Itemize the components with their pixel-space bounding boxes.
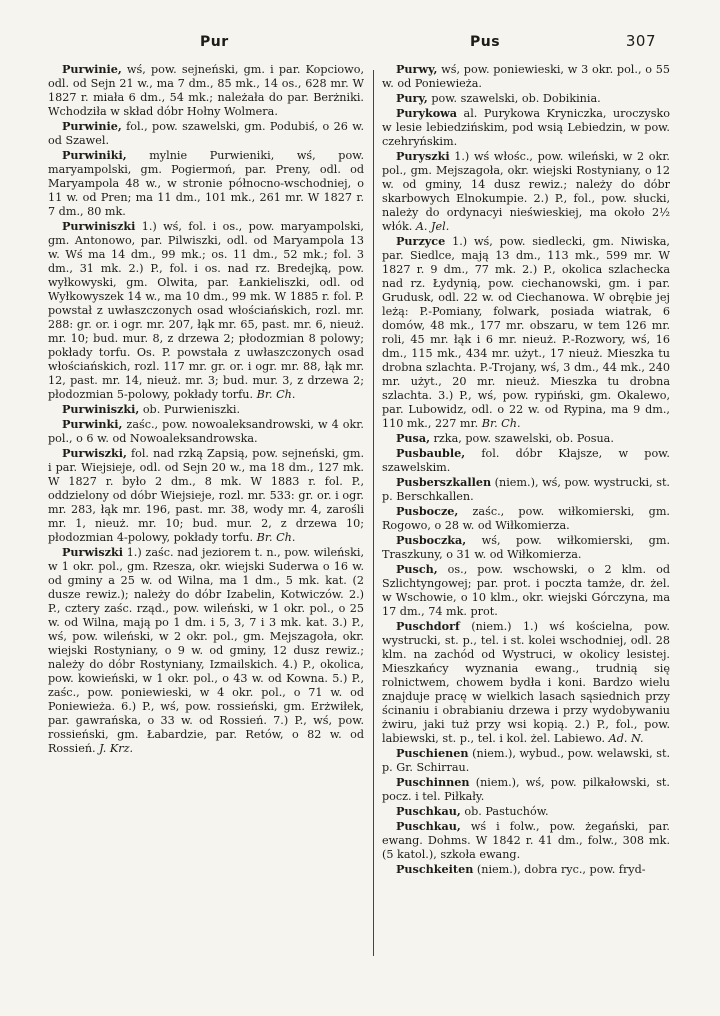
entry-author-signature: Br. Ch. xyxy=(253,388,296,401)
entry-headword: Purwiszki, xyxy=(62,446,127,460)
dictionary-entry xyxy=(382,533,670,562)
entry-headword: Pusbocze, xyxy=(396,504,459,518)
entry-body: al. Purykowa Kryniczka, uroczysko w lesie lebiedzińskim, pod wsią Lebiedzin, w pow. czehryńskim. xyxy=(382,107,670,148)
entry-headword: Puschkau, xyxy=(396,804,461,818)
right-column xyxy=(382,62,670,998)
entry-body: (niem.), wybud., pow. welawski, st. p. Gr. Schirrau. xyxy=(382,747,670,774)
entry-body: wś, pow. sejneński, gm. i par. Kopciowo, odl. od Sejn 21 w., ma 7 dm., 85 mk., 14 os., 628 mr. W 1827 r. miała 6 dm., 54 mk.; należała do par. Berżniki. Wchodziła w skład dóbr Hołny Wolmera. xyxy=(48,63,364,118)
entry-headword: Puschkau, xyxy=(396,819,461,833)
entry-author-signature: J. Krz. xyxy=(95,742,134,755)
entry-body: wś, pow. wiłkomierski, gm. Traszkuny, o 31 w. od Wiłkomierza. xyxy=(382,534,670,561)
entry-headword: Purykowa xyxy=(396,106,458,120)
page-number: 307 xyxy=(625,32,656,50)
entry-headword: Pusboczka, xyxy=(396,533,467,547)
entry-headword: Purwiniszki xyxy=(62,219,136,233)
entry-body: 1.) wś włośc., pow. wileński, w 2 okr. pol., gm. Mejszagoła, okr. wiejski Rostyniany, o 12 w. od gminy, 14 dusz rewiz.; należy do dóbr skarbowych Elnokumpie. 2.) P., fol., pow. słucki, należy do ordynacyi nieświeskiej, ma około 2½ włók. xyxy=(382,150,670,233)
dictionary-entry xyxy=(382,504,670,533)
entry-headword: Puschdorf xyxy=(396,619,460,633)
entry-body: ob. Purwieniszki. xyxy=(139,403,241,416)
entry-body: wś, pow. poniewieski, w 3 okr. pol., o 55 w. od Poniewieża. xyxy=(382,63,670,90)
dictionary-entry xyxy=(48,62,364,119)
entry-body: zaśc., pow. wiłkomierski, gm. Rogowo, o 28 w. od Wiłkomierza. xyxy=(382,505,670,532)
entry-headword: Purwinie, xyxy=(62,119,122,133)
entry-headword: Puschkeiten xyxy=(396,862,474,876)
entry-body: 1.) wś, pow. siedlecki, gm. Niwiska, par. Siedlce, mają 13 dm., 113 mk., 599 mr. W 1827 r. 9 dm., 77 mk. 2.) P., okolica szlachecka nad rz. Łydynią, pow. ciechanowski, gm. i par. Grudusk, odl. 22 w. od Ciechanowa. W obrębie jej leżą: P.-Pomiany, folwark, posiada wiatrak, 6 domów, 48 mk., 177 mr. obszaru, w tem 126 mr. roli, 45 mr. łąk i 6 mr. nieuż. P.-Rozwory, wś, 16 dm., 115 mk., 434 mr. użyt., 17 nieuż. Mieszka tu drobna szlachta. P.-Trojany, wś, 3 dm., 44 mk., 240 mr. użyt., 20 mr. nieuż. Mieszka tu drobna szlachta. 3.) P., wś, pow. rypiński, gm. Okalewo, par. Lubowidz, odl. o 22 w. od Rypina, ma 9 dm., 110 mk., 227 mr. xyxy=(382,235,670,430)
entry-body: (niem.) 1.) wś kościelna, pow. wystrucki, st. p., tel. i st. kolei wschodniej, odl. 28 klm. na zachód od Wystruci, w okolicy lesistej. Mieszkańcy wyznania ewang., trudnią się rolnictwem, chowem bydła i koni. Bardzo wielu znajduje pracę w wielkich lasach sąsiednich przy ścinaniu i obrabianiu drzewa i przy wydobywaniu żwiru, jaki tuż przy wsi kopią. 2.) P., fol., pow. labiewski, st. p., tel. i kol. żel. Labiewo. xyxy=(382,620,670,745)
dictionary-entry xyxy=(382,62,670,91)
dictionary-entry xyxy=(48,545,364,756)
dictionary-entry xyxy=(382,862,670,877)
entry-author-signature: Br. Ch. xyxy=(478,417,521,430)
entry-headword: Puschinnen xyxy=(396,775,470,789)
entry-headword: Pusch, xyxy=(396,562,438,576)
entry-headword: Puryszki xyxy=(396,149,450,163)
dictionary-entry xyxy=(48,402,364,417)
entry-body: (niem.), wś, pow. pilkałowski, st. pocz. i tel. Piłkały. xyxy=(382,776,670,803)
entry-headword: Purwiniszki, xyxy=(62,402,140,416)
entry-author-signature: Ad. N. xyxy=(605,732,644,745)
entry-headword: Puschienen xyxy=(396,746,469,760)
entry-body: 1.) wś, fol. i os., pow. maryampolski, gm. Antonowo, par. Pilwiszki, odl. od Maryampola 13 w. Wś ma 14 dm., 99 mk.; os. 11 dm., 52 mk.; fol. 3 dm., 31 mk. 2.) P., fol. i os. nad rz. Bredejką, pow. wyłkowyski, gm. Olwita, par. Łankieliszki, odl. od Wyłkowyszek 14 w., ma 10 dm., 99 mk. W 1885 r. fol. P. powstał z uwłaszczonych osad włościańskich, rozl. mr. 288: gr. or. i ogr. mr. 207, łąk mr. 65, past. mr. 6, nieuż. mr. 10; bud. mur. 8, z drzewa 2; płodozmian 8 polowy; pokłady torfu. Os. P. powstała z uwłaszczonych osad włościańskich, rozl. 117 mr. gr. or. i ogr. mr. 88, łąk mr. 12, past. mr. 14, nieuż. mr. 3; bud. mur. 3, z drzewa 2; płodozmian 5-polowy, pokłady torfu. xyxy=(48,220,364,401)
dictionary-entry xyxy=(48,219,364,402)
entry-body: fol. nad rzką Zapsią, pow. sejneński, gm. i par. Wiejsieje, odl. od Sejn 20 w., ma 18 dm., 127 mk. W 1827 r. było 2 dm., 8 mk. W 1883 r. fol. P., oddzielony od dóbr Wiejsieje, rozl. mr. 533: gr. or. i ogr. mr. 283, łąk mr. 196, past. mr. 38, wody mr. 4, zarośli mr. 1, nieuż. mr. 10; bud. mur. 2, z drzewa 10; płodozmian 4-polowy, pokłady torfu. xyxy=(48,447,364,544)
entry-body: wś i folw., pow. żegański, par. ewang. Dohms. W 1842 r. 41 dm., folw., 308 mk. (5 katol.), szkoła ewang. xyxy=(382,820,670,861)
entry-headword: Pusa, xyxy=(396,431,430,445)
entry-body: (niem.), dobra ryc., pow. fryd- xyxy=(473,863,646,876)
entry-body: mylnie Purwieniki, wś, pow. maryampolski, gm. Pogiermoń, par. Preny, odl. od Maryampola 48 w., w stronie północno-wschodniej, o 11 w. od Pren; ma 11 dm., 101 mk., 261 mr. W 1827 r. 7 dm., 80 mk. xyxy=(48,149,364,218)
entry-body: ob. Pastuchów. xyxy=(460,805,549,818)
dictionary-entry xyxy=(382,475,670,504)
dictionary-entry xyxy=(382,775,670,804)
dictionary-entry xyxy=(48,417,364,446)
dictionary-entry xyxy=(382,234,670,431)
entry-author-signature: Br. Ch. xyxy=(253,531,296,544)
dictionary-entry xyxy=(382,149,670,234)
dictionary-entry xyxy=(382,431,670,446)
dictionary-entry xyxy=(382,804,670,819)
dictionary-entry xyxy=(382,746,670,775)
entry-headword: Purwiniki, xyxy=(62,148,127,162)
entry-headword: Pusbauble, xyxy=(396,446,466,460)
entry-headword: Purwinki, xyxy=(62,417,123,431)
entry-body: (niem.), wś, pow. wystrucki, st. p. Berschkallen. xyxy=(382,476,670,503)
entry-body: pow. szawelski, ob. Dobikinia. xyxy=(427,92,601,105)
entry-headword: Purwy, xyxy=(396,62,438,76)
entry-author-signature: A. Jel. xyxy=(412,220,450,233)
dictionary-entry xyxy=(382,562,670,619)
entry-headword: Pusberszkallen xyxy=(396,475,492,489)
running-head-right: Pus xyxy=(470,34,501,50)
dictionary-entry xyxy=(48,148,364,219)
dictionary-entry xyxy=(382,106,670,149)
dictionary-entry xyxy=(382,91,670,106)
entry-headword: Purwiszki xyxy=(62,545,123,559)
entry-body: fol. dóbr Kłajsze, w pow. szawelskim. xyxy=(382,447,670,474)
dictionary-entry xyxy=(48,446,364,545)
dictionary-entry xyxy=(382,619,670,746)
entry-body: rzka, pow. szawelski, ob. Posua. xyxy=(430,432,614,445)
entry-body: fol., pow. szawelski, gm. Podubiś, o 26 w. od Szawel. xyxy=(48,120,364,147)
entry-body: 1.) zaśc. nad jeziorem t. n., pow. wileński, w 1 okr. pol., gm. Rzesza, okr. wiejski Suderwa o 16 w. od gminy a 25 w. od Wilna, ma 1 dm., 5 mk. kat. (2 dusze rewiz.); należy do dóbr Izabelin, Kotwiczów. 2.) P., cztery zaśc. rząd., pow. wileński, w 1 okr. pol., o 25 w. od Wilna, mają po 1 dm. i 5, 3, 7 i 3 mk. kat. 3.) P., wś, pow. wileński, w 2 okr. pol., gm. Mejszagoła, okr. wiejski Rostyniany, o 9 w. od gminy, 12 dusz rewiz.; należy do dóbr Rostyniany, Izmailskich. 4.) P., okolica, pow. kowieński, w 1 okr. pol., o 43 w. od Kowna. 5.) P., zaśc., pow. poniewieski, w 4 okr. pol., o 71 w. od Poniewieża. 6.) P., wś, pow. rossieński, gm. Erżwiłek, par. gawrańska, o 33 w. od Rossień. 7.) P., wś, pow. rossieński, gm. Łabardzie, par. Retów, o 82 w. od Rossień. xyxy=(48,546,364,755)
entry-headword: Pury, xyxy=(396,91,428,105)
left-column xyxy=(48,62,364,998)
entry-headword: Purwinie, xyxy=(62,62,122,76)
entry-body: zaśc., pow. nowoaleksandrowski, w 4 okr. pol., o 6 w. od Nowoaleksandrowska. xyxy=(48,418,364,445)
entry-headword: Purzyce xyxy=(396,234,446,248)
column-divider xyxy=(373,70,374,956)
dictionary-entry xyxy=(48,119,364,148)
dictionary-entry xyxy=(382,446,670,475)
dictionary-entry xyxy=(382,819,670,862)
running-head-left: Pur xyxy=(200,34,229,50)
entry-body: os., pow. wschowski, o 2 klm. od Szlichtyngowej; par. prot. i poczta tamże, dr. żel. w Wschowie, o 10 klm., okr. wiejski Górczyna, ma 17 dm., 74 mk. prot. xyxy=(382,563,670,618)
